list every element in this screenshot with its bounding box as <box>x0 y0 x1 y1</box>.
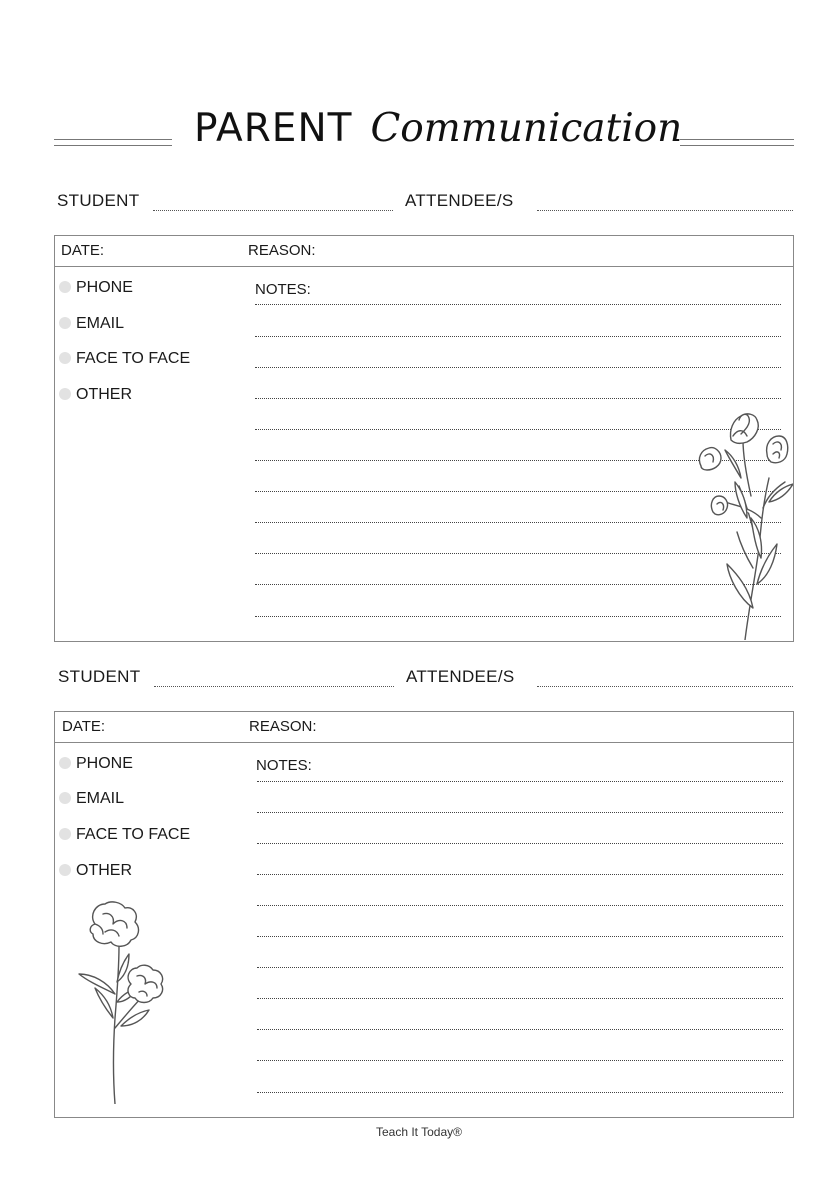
note-line[interactable] <box>257 781 783 782</box>
option-other[interactable]: OTHER <box>59 862 132 884</box>
student-row-1 <box>56 191 794 217</box>
date-label: DATE: <box>62 718 106 735</box>
box-header <box>55 712 793 743</box>
title-text <box>194 106 682 151</box>
attendee-field[interactable] <box>537 210 793 211</box>
attendee-label: ATTENDEE/S <box>406 667 515 686</box>
student-field[interactable] <box>154 686 394 687</box>
title-rule-right <box>680 139 794 146</box>
note-line[interactable] <box>257 874 783 875</box>
note-line[interactable] <box>257 998 783 999</box>
title-main: PARENT <box>194 106 353 151</box>
box-header <box>55 236 793 267</box>
student-field[interactable] <box>153 210 393 211</box>
notes-label: NOTES: <box>256 757 312 774</box>
notes-label: NOTES: <box>255 281 311 298</box>
radio-circle-icon[interactable] <box>59 757 71 769</box>
option-face-to-face[interactable]: FACE TO FACE <box>59 350 190 372</box>
note-line[interactable] <box>255 304 781 305</box>
radio-circle-icon[interactable] <box>59 317 71 329</box>
radio-circle-icon[interactable] <box>59 864 71 876</box>
note-line[interactable] <box>257 812 783 813</box>
reason-label: REASON: <box>249 718 317 735</box>
radio-circle-icon[interactable] <box>59 828 71 840</box>
title-rule-left <box>54 139 172 146</box>
reason-label: REASON: <box>248 242 316 259</box>
note-line[interactable] <box>257 936 783 937</box>
option-email[interactable]: EMAIL <box>59 790 124 812</box>
option-face-to-face[interactable]: FACE TO FACE <box>59 826 190 848</box>
note-line[interactable] <box>257 905 783 906</box>
note-line[interactable] <box>255 398 781 399</box>
note-line[interactable] <box>257 967 783 968</box>
attendee-field[interactable] <box>537 686 793 687</box>
attendee-label: ATTENDEE/S <box>405 191 514 210</box>
option-other[interactable]: OTHER <box>59 386 132 408</box>
option-phone[interactable]: PHONE <box>59 755 133 777</box>
note-line[interactable] <box>257 1060 783 1061</box>
title-script: Communication <box>370 106 683 151</box>
flower-illustration-icon <box>689 408 793 640</box>
student-label: STUDENT <box>57 191 140 210</box>
note-line[interactable] <box>257 843 783 844</box>
option-phone[interactable]: PHONE <box>59 279 133 301</box>
flower-illustration-icon <box>73 898 173 1104</box>
student-label: STUDENT <box>58 667 141 686</box>
note-line[interactable] <box>255 336 781 337</box>
page-title <box>54 104 794 164</box>
note-line[interactable] <box>255 367 781 368</box>
footer-brand: Teach It Today® <box>375 1125 462 1139</box>
radio-circle-icon[interactable] <box>59 281 71 293</box>
radio-circle-icon[interactable] <box>59 352 71 364</box>
option-email[interactable]: EMAIL <box>59 315 124 337</box>
date-label: DATE: <box>61 242 105 259</box>
note-line[interactable] <box>257 1092 783 1093</box>
meeting-box-1 <box>54 235 794 642</box>
student-row-2 <box>56 667 794 693</box>
radio-circle-icon[interactable] <box>59 388 71 400</box>
meeting-box-2 <box>54 711 794 1118</box>
radio-circle-icon[interactable] <box>59 792 71 804</box>
note-line[interactable] <box>257 1029 783 1030</box>
